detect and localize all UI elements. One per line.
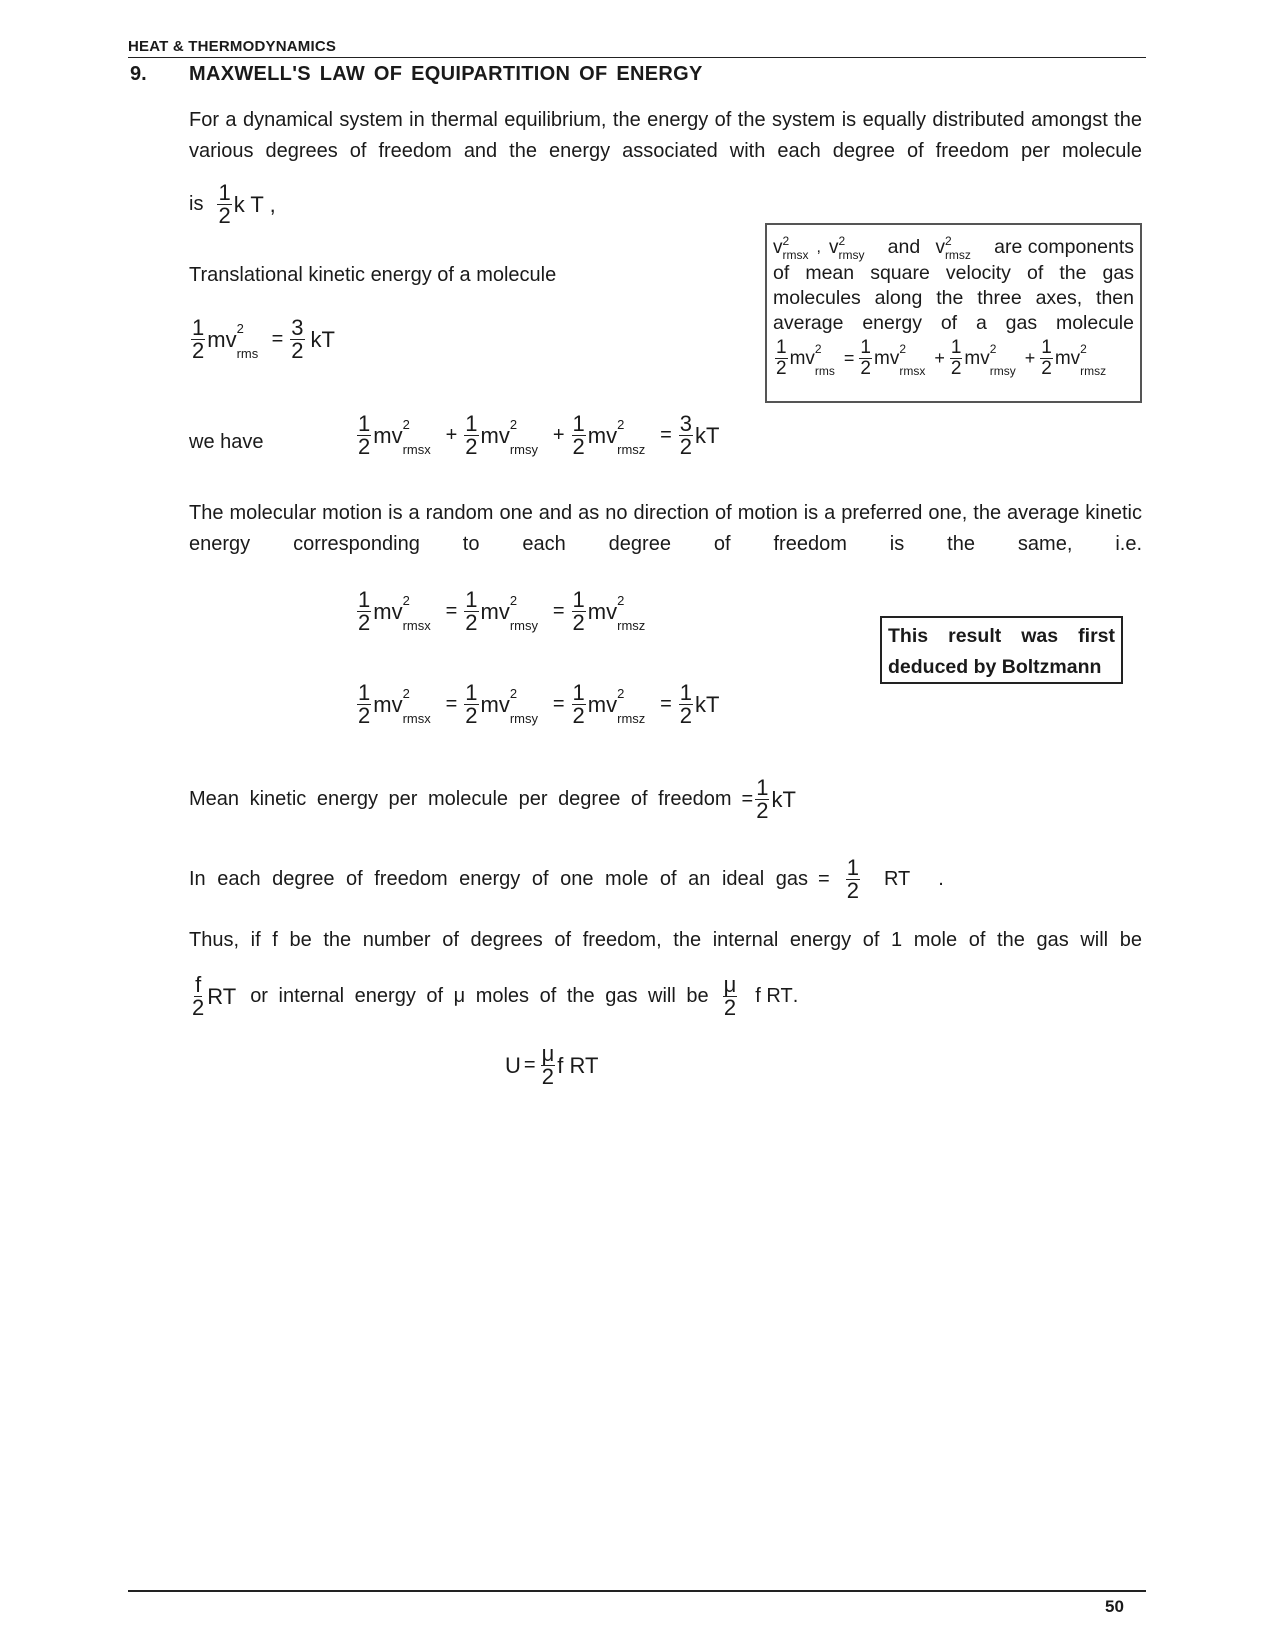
box-line-1: v 2 rmsx , v 2 rmsy and v 2 rmsz are components	[773, 233, 1134, 262]
boltzmann-note-box	[880, 616, 1123, 684]
we-have-label: we have	[189, 431, 264, 453]
page-number: 50	[1105, 1597, 1124, 1616]
equation-component-sum: $\frac{1}{2}$ mv 2 rmsx + $\frac{1}{2}$ mv 2 rmsy + $\frac{1}{2}$ mv 2 rmsz = $\frac{3}{2}$ kT	[358, 411, 720, 459]
fraction: $\frac{1}{2}$	[192, 315, 205, 363]
running-header: HEAT & THERMODYNAMICS	[128, 38, 337, 55]
internal-energy-line: $\frac{f}{2}$ RT or internal energy of μ moles of the gas will be $\frac{\mu}{2}$ f RT .	[192, 972, 799, 1020]
equation-rms-energy: $\frac{1}{2}$ mv 2 rms = $\frac{3}{2}$ kT	[192, 315, 335, 363]
section-title: MAXWELL'S LAW OF EQUIPARTITION OF ENERGY	[189, 63, 703, 85]
box-equation: $\frac{1}{2}$ mv 2 rms = $\frac{1}{2}$ mv 2 rmsx + $\frac{1}{2}$ mv 2 rmsy + $\frac{1}{2}$ mv 2 rmsz	[776, 337, 1107, 379]
equation-equal-components: $\frac{1}{2}$ mv 2 rmsx = $\frac{1}{2}$ mv 2 rmsy = $\frac{1}{2}$ mv 2 rmsz	[358, 587, 646, 635]
mole-label: In each degree of freedom energy of one mole of an ideal gas	[189, 868, 809, 890]
box-line-3: molecules along the three axes, then	[773, 287, 1134, 309]
equation-internal-energy: U = $\frac{\mu}{2}$ f RT	[505, 1041, 599, 1089]
translational-label: Translational kinetic energy of a molecule	[189, 264, 557, 286]
random-motion-paragraph: The molecular motion is a random one and as no direction of motion is a preferred one, the average kinetic energy corresponding to each degree of freedom is the same, i.e.	[189, 502, 1142, 555]
section-number: 9.	[130, 63, 147, 85]
internal-mid-text: or internal energy of μ moles of the gas will be	[250, 985, 709, 1007]
one-mole-line: In each degree of freedom energy of one mole of an ideal gas = $\frac{1}{2}$ RT .	[189, 855, 944, 903]
equation-half-kt	[189, 182, 276, 227]
mv-rms-term: mv 2 rms	[207, 320, 259, 361]
mv-rmsz-term: mv 2 rmsz	[587, 416, 646, 457]
internal-energy-paragraph: Thus, if f be the number of degrees of freedom, the internal energy of 1 mole of the gas will be	[189, 929, 1142, 951]
equation-equal-half-kt: $\frac{1}{2}$ mv 2 rmsx = $\frac{1}{2}$ mv 2 rmsy = $\frac{1}{2}$ mv 2 rmsz = $\frac{1}{2}$ kT	[358, 680, 720, 728]
note-line-1: This result was first	[888, 625, 1115, 647]
note-line-2: deduced by Boltzmann	[888, 656, 1102, 678]
components-info-box	[765, 223, 1142, 403]
footer-divider	[128, 1590, 1146, 1592]
box-line-4: average energy of a gas molecule	[773, 312, 1134, 334]
is-label: is	[189, 193, 204, 215]
mean-ke-label: Mean kinetic energy per molecule per degree of freedom	[189, 788, 732, 810]
fraction: $\frac{3}{2}$	[291, 315, 304, 363]
intro-paragraph: For a dynamical system in thermal equilibrium, the energy of the system is equally distributed amongst the various degrees of freedom and the energy associated with each degree of freedom per molecule	[189, 109, 1142, 162]
kt-term: k T ,	[233, 191, 276, 217]
box-line-2: of mean square velocity of the gas	[773, 262, 1134, 284]
fraction: $\frac{1}{2}$	[218, 180, 231, 228]
mean-ke-line: Mean kinetic energy per molecule per degree of freedom = $\frac{1}{2}$ kT	[189, 775, 796, 823]
mv-rmsx-term: mv 2 rmsx	[373, 416, 431, 457]
mv-rmsy-term: mv 2 rmsy	[480, 416, 539, 457]
header-divider	[128, 57, 1146, 58]
